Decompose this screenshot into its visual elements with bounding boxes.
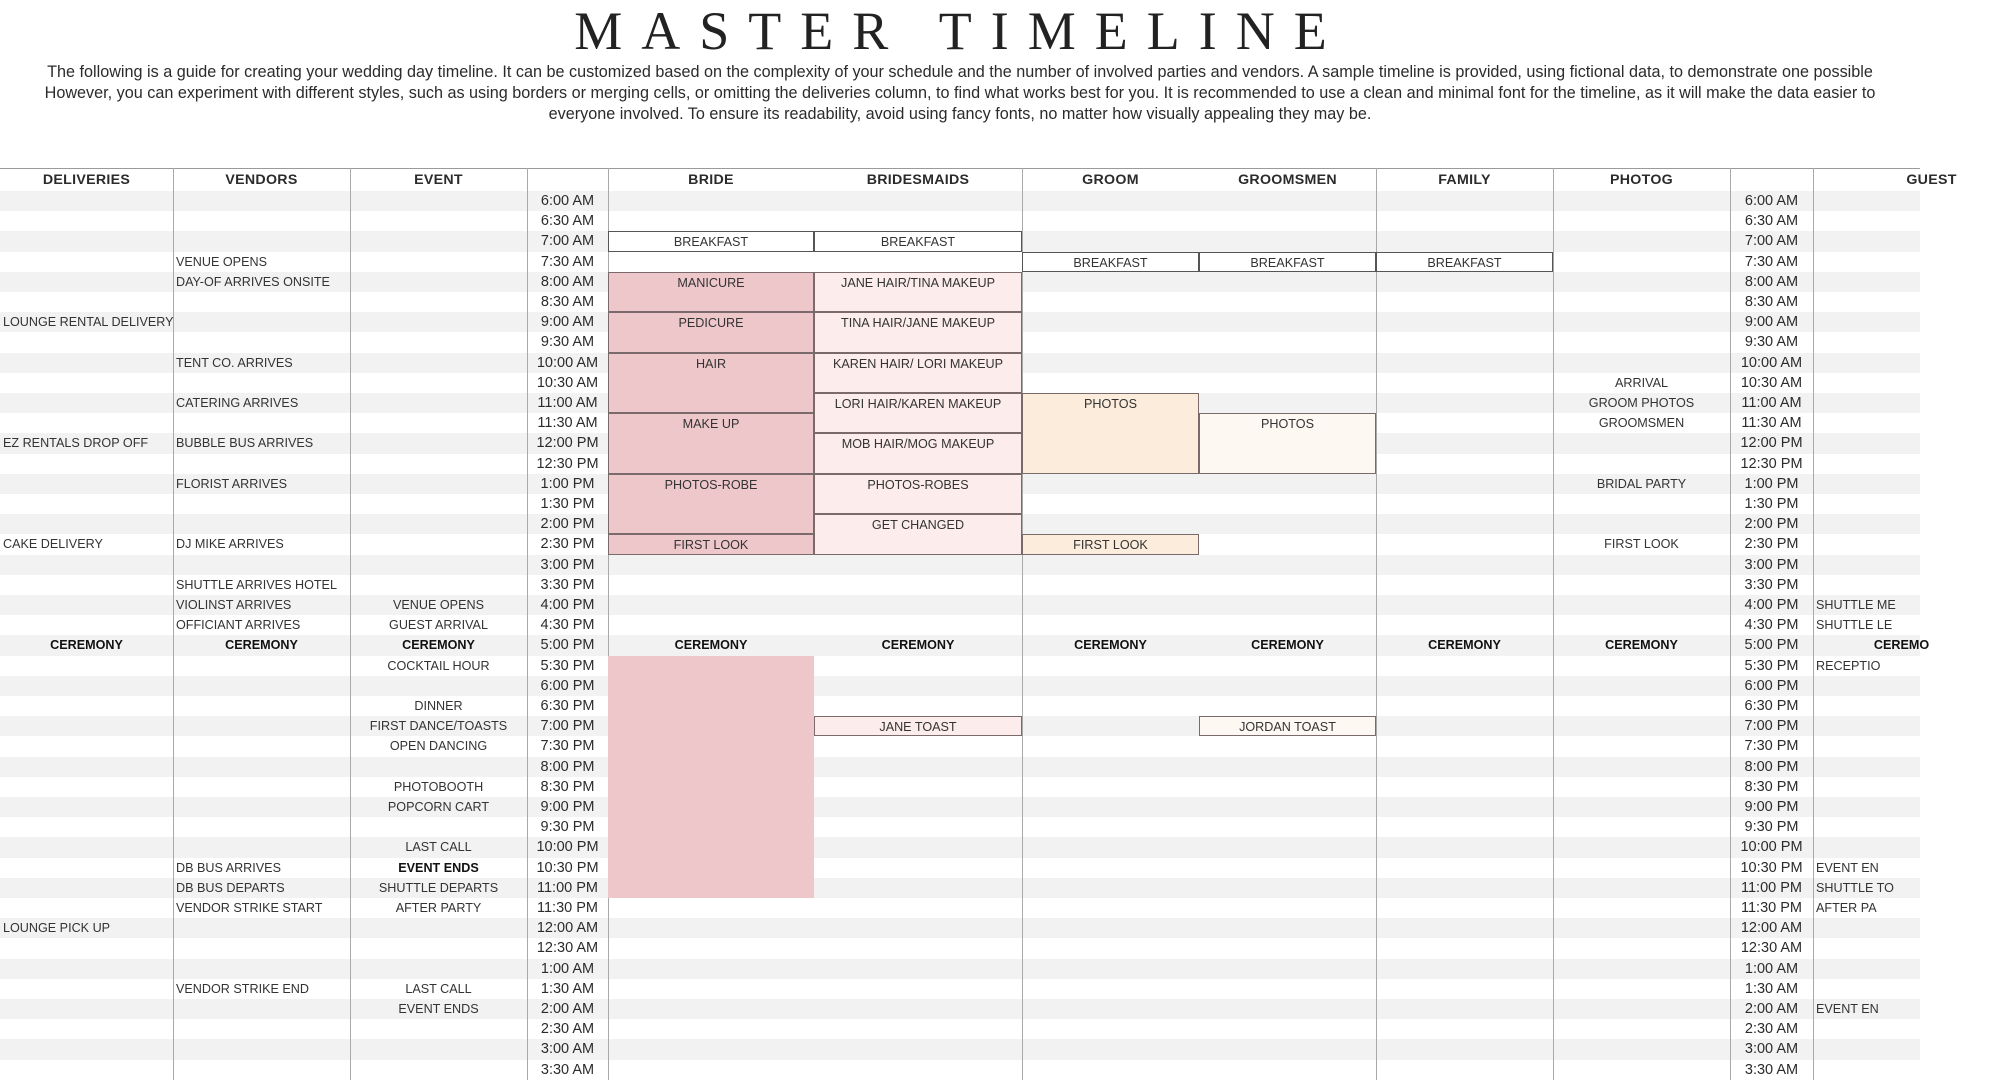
ceremony-cell: CEREMONY (674, 638, 748, 653)
time-cell-right: 5:00 PM (1744, 637, 1799, 654)
photog-cell: CEREMONY (1605, 638, 1678, 653)
time-cell-right: 11:30 PM (1741, 900, 1802, 916)
time-cell-right: 4:00 PM (1744, 597, 1799, 613)
vendor-cell: DB BUS ARRIVES (176, 860, 281, 875)
row-stripe (0, 837, 1920, 857)
time-cell-right: 4:30 PM (1744, 617, 1799, 634)
time-cell: 9:30 AM (540, 334, 595, 351)
schedule-block: LORI HAIR/KAREN MAKEUP (814, 393, 1022, 433)
time-cell-right: 11:00 AM (1741, 395, 1802, 411)
time-cell: 5:30 PM (540, 657, 595, 674)
event-cell: PHOTOBOOTH (393, 779, 484, 794)
header-top-border (0, 168, 1920, 169)
time-cell-right: 3:00 AM (1744, 1041, 1799, 1058)
col-header-photog: PHOTOG (1609, 172, 1674, 188)
time-cell-right: 11:00 PM (1741, 879, 1802, 896)
event-cell: CEREMONY (402, 638, 475, 653)
col-header-deliveries: DELIVERIES (42, 172, 131, 188)
vendor-cell: OFFICIANT ARRIVES (176, 618, 301, 633)
col-header-groom: GROOM (1082, 172, 1139, 188)
column-divider (1376, 168, 1377, 1080)
time-cell: 2:30 PM (540, 536, 595, 553)
photog-cell: GROOM PHOTOS (1588, 396, 1695, 410)
time-cell: 12:00 AM (536, 920, 599, 937)
time-cell-right: 7:00 PM (1744, 718, 1799, 735)
guest-cell: CEREMO (1873, 638, 1930, 653)
schedule-block: BREAKFAST (1022, 252, 1199, 272)
time-cell: 7:00 AM (540, 233, 595, 250)
schedule-block: JORDAN TOAST (1199, 716, 1376, 736)
delivery-cell: EZ RENTALS DROP OFF (3, 436, 149, 451)
time-cell-right: 2:30 PM (1744, 536, 1799, 553)
schedule-block: PHOTOS (1199, 413, 1376, 474)
time-cell: 6:30 AM (540, 213, 595, 230)
time-cell-right: 1:00 AM (1744, 960, 1799, 977)
time-cell: 11:30 PM (537, 900, 598, 916)
ceremony-cell: CEREMONY (1074, 638, 1147, 653)
time-cell: 1:00 AM (540, 960, 595, 977)
vendor-cell: CEREMONY (225, 638, 298, 653)
time-cell-right: 2:00 PM (1744, 516, 1799, 533)
time-cell-right: 7:30 AM (1744, 253, 1799, 270)
time-cell: 2:00 AM (540, 1001, 595, 1017)
time-cell-right: 12:00 AM (1740, 920, 1803, 937)
guest-cell: AFTER PA (1816, 901, 1877, 915)
ceremony-cell: CEREMONY (1428, 638, 1501, 653)
time-cell-right: 9:30 AM (1744, 334, 1799, 351)
time-cell: 4:30 PM (540, 617, 595, 634)
time-cell-right: 2:00 AM (1744, 1001, 1799, 1017)
time-cell: 8:30 PM (540, 778, 595, 795)
time-cell: 4:00 PM (540, 597, 595, 613)
time-cell: 9:00 PM (540, 799, 595, 815)
time-cell: 12:30 PM (536, 455, 599, 472)
time-cell: 7:00 PM (540, 718, 595, 735)
time-cell: 3:00 AM (540, 1041, 595, 1058)
schedule-block: FIRST LOOK (608, 534, 814, 554)
time-cell-right: 6:30 AM (1744, 213, 1799, 230)
time-cell: 1:00 PM (540, 475, 595, 492)
time-cell-right: 3:30 PM (1744, 576, 1799, 593)
schedule-block: JANE HAIR/TINA MAKEUP (814, 272, 1022, 312)
photog-cell: FIRST LOOK (1604, 537, 1679, 552)
time-cell-right: 10:00 PM (1740, 839, 1803, 856)
event-cell: COCKTAIL HOUR (387, 658, 490, 673)
time-cell-right: 2:30 AM (1744, 1021, 1799, 1038)
time-cell: 12:00 PM (536, 435, 599, 452)
time-cell: 3:30 AM (540, 1061, 595, 1078)
row-stripe (0, 757, 1920, 777)
row-stripe (0, 676, 1920, 696)
schedule-block: MOB HAIR/MOG MAKEUP (814, 433, 1022, 473)
event-cell: GUEST ARRIVAL (389, 618, 488, 633)
row-stripe (0, 959, 1920, 979)
time-cell: 6:00 AM (540, 193, 595, 209)
intro-line: The following is a guide for creating your wedding day timeline. It can be customized based on the complexity of your schedule and the number of involved parties and vendors. A sample timeline is provided, using fictional data, to demonstrate one possible (47, 63, 1873, 81)
delivery-cell: LOUNGE RENTAL DELIVERY (3, 315, 174, 330)
event-cell: OPEN DANCING (389, 739, 488, 754)
time-cell: 11:30 AM (537, 415, 598, 432)
time-cell-right: 9:30 PM (1744, 819, 1799, 836)
time-cell-right: 8:00 AM (1744, 273, 1799, 290)
time-cell-right: 12:00 PM (1740, 435, 1803, 452)
time-cell-right: 10:30 AM (1740, 374, 1803, 391)
col-header-groomsmen: GROOMSMEN (1238, 172, 1337, 188)
time-cell-right: 10:30 PM (1740, 859, 1803, 876)
schedule-block: JANE TOAST (814, 716, 1022, 736)
guest-cell: SHUTTLE LE (1816, 618, 1893, 633)
vendor-cell: DAY-OF ARRIVES ONSITE (176, 274, 330, 289)
time-cell: 8:00 AM (540, 273, 595, 290)
event-cell: FIRST DANCE/TOASTS (369, 719, 508, 734)
col-header-vendors: VENDORS (225, 172, 298, 188)
time-cell: 6:00 PM (540, 677, 595, 694)
ceremony-cell: CEREMONY (1251, 638, 1324, 653)
vendor-cell: BUBBLE BUS ARRIVES (176, 436, 314, 451)
row-stripe (0, 918, 1920, 938)
time-cell: 1:30 AM (540, 980, 595, 997)
guest-cell: RECEPTIO (1816, 658, 1881, 673)
column-divider (1022, 168, 1023, 1080)
event-cell: POPCORN CART (387, 800, 490, 814)
time-cell: 5:00 PM (540, 637, 595, 654)
time-cell: 11:00 PM (537, 879, 598, 896)
time-cell-right: 6:00 PM (1744, 677, 1799, 694)
time-cell: 10:00 PM (536, 839, 599, 856)
time-cell: 7:30 AM (540, 253, 595, 270)
schedule-block: PEDICURE (608, 312, 814, 352)
time-cell: 10:30 PM (536, 859, 599, 876)
time-cell-right: 8:30 PM (1744, 778, 1799, 795)
time-cell-right: 12:30 PM (1740, 455, 1803, 472)
time-cell-right: 1:30 AM (1744, 980, 1799, 997)
time-cell-right: 7:00 AM (1744, 233, 1799, 250)
time-cell: 12:30 AM (536, 940, 599, 957)
time-cell: 10:00 AM (536, 354, 599, 371)
vendor-cell: TENT CO. ARRIVES (176, 355, 293, 370)
vendor-cell: SHUTTLE ARRIVES HOTEL (176, 577, 337, 592)
vendor-cell: DJ MIKE ARRIVES (176, 537, 284, 552)
schedule-block: HAIR (608, 353, 814, 414)
time-cell: 9:30 PM (540, 819, 595, 836)
time-cell: 10:30 AM (536, 374, 599, 391)
vendor-cell: DB BUS DEPARTS (176, 880, 285, 895)
event-cell: VENUE OPENS (393, 598, 484, 612)
time-cell-right: 6:00 AM (1744, 193, 1799, 209)
time-cell-right: 11:30 AM (1741, 415, 1802, 432)
row-stripe (0, 999, 1920, 1019)
delivery-cell: CAKE DELIVERY (3, 537, 103, 552)
event-cell: SHUTTLE DEPARTS (378, 880, 499, 895)
schedule-block: BREAKFAST (608, 231, 814, 251)
vendor-cell: CATERING ARRIVES (176, 396, 299, 410)
time-cell: 8:00 PM (540, 758, 595, 775)
schedule-block: KAREN HAIR/ LORI MAKEUP (814, 353, 1022, 393)
time-cell: 2:30 AM (540, 1021, 595, 1038)
time-cell-right: 9:00 AM (1744, 314, 1799, 331)
time-cell-right: 10:00 AM (1740, 354, 1803, 371)
event-cell: EVENT ENDS (398, 1002, 479, 1016)
time-cell: 1:30 PM (540, 496, 595, 512)
ceremony-cell: CEREMONY (881, 638, 955, 653)
time-cell-right: 8:00 PM (1744, 758, 1799, 775)
photog-cell: BRIDAL PARTY (1596, 476, 1687, 491)
col-header-guests: GUEST (1906, 172, 1957, 188)
time-cell: 11:00 AM (537, 395, 598, 411)
schedule-block: FIRST LOOK (1022, 534, 1199, 554)
event-cell: DINNER (414, 699, 463, 713)
schedule-block: BREAKFAST (814, 231, 1022, 251)
vendor-cell: VIOLINST ARRIVES (176, 598, 292, 612)
col-header-bridesmaids: BRIDESMAIDS (866, 172, 970, 188)
row-stripe (0, 555, 1920, 575)
event-cell: LAST CALL (405, 981, 472, 996)
time-cell: 7:30 PM (540, 738, 595, 755)
page-title: MASTER TIMELINE (574, 1, 1346, 61)
row-stripe (0, 1039, 1920, 1059)
intro-line: However, you can experiment with different styles, such as using borders or merging cells, or omitting the deliveries column, to find what works best for you. It is recommended to use a clean and minimal font for the timeline, as it will make the data easier to (44, 84, 1876, 102)
vendor-cell: VENDOR STRIKE END (176, 981, 309, 996)
schedule-block: PHOTOS-ROBES (814, 474, 1022, 514)
time-cell: 2:00 PM (540, 516, 595, 533)
photog-cell: GROOMSMEN (1598, 416, 1685, 431)
guest-cell: SHUTTLE TO (1816, 880, 1894, 895)
time-cell-right: 7:30 PM (1744, 738, 1799, 755)
time-cell-right: 12:30 AM (1740, 940, 1803, 957)
schedule-block: GET CHANGED (814, 514, 1022, 554)
vendor-cell: VENDOR STRIKE START (176, 901, 323, 915)
intro-line: everyone involved. To ensure its readability, avoid using fancy fonts, no matter how visually appealing they may be. (548, 105, 1372, 123)
vendor-cell: VENUE OPENS (176, 254, 267, 269)
guest-cell: SHUTTLE ME (1816, 598, 1896, 612)
schedule-block: TINA HAIR/JANE MAKEUP (814, 312, 1022, 352)
schedule-block: BREAKFAST (1376, 252, 1553, 272)
time-cell-right: 3:30 AM (1744, 1061, 1799, 1078)
col-header-bride: BRIDE (688, 172, 734, 188)
schedule-block: MANICURE (608, 272, 814, 312)
guest-cell: EVENT EN (1816, 1002, 1879, 1016)
delivery-cell: LOUNGE PICK UP (3, 921, 111, 936)
column-divider (1553, 168, 1554, 1080)
time-cell-right: 6:30 PM (1744, 698, 1799, 714)
time-cell-right: 1:00 PM (1744, 475, 1799, 492)
schedule-block (608, 656, 814, 898)
time-cell: 6:30 PM (540, 698, 595, 714)
schedule-block: BREAKFAST (1199, 252, 1376, 272)
time-cell-right: 5:30 PM (1744, 657, 1799, 674)
guest-cell: EVENT EN (1816, 860, 1879, 875)
delivery-cell: CEREMONY (50, 638, 123, 653)
event-cell: EVENT ENDS (398, 860, 479, 875)
schedule-block: MAKE UP (608, 413, 814, 474)
time-cell-right: 3:00 PM (1744, 556, 1799, 573)
time-cell: 9:00 AM (540, 314, 595, 331)
schedule-block: PHOTOS-ROBE (608, 474, 814, 535)
time-cell: 8:30 AM (540, 294, 595, 310)
time-cell: 3:30 PM (540, 576, 595, 593)
time-cell-right: 9:00 PM (1744, 799, 1799, 815)
col-header-event: EVENT (414, 172, 463, 188)
row-stripe (0, 191, 1920, 211)
row-stripe (0, 797, 1920, 817)
photog-cell: ARRIVAL (1615, 375, 1668, 390)
time-cell-right: 1:30 PM (1744, 496, 1799, 512)
col-header-family: FAMILY (1438, 172, 1491, 188)
event-cell: AFTER PARTY (395, 901, 482, 915)
time-cell: 3:00 PM (540, 556, 595, 573)
schedule-block: PHOTOS (1022, 393, 1199, 474)
event-cell: LAST CALL (405, 840, 472, 855)
time-cell-right: 8:30 AM (1744, 294, 1799, 310)
vendor-cell: FLORIST ARRIVES (176, 476, 288, 491)
